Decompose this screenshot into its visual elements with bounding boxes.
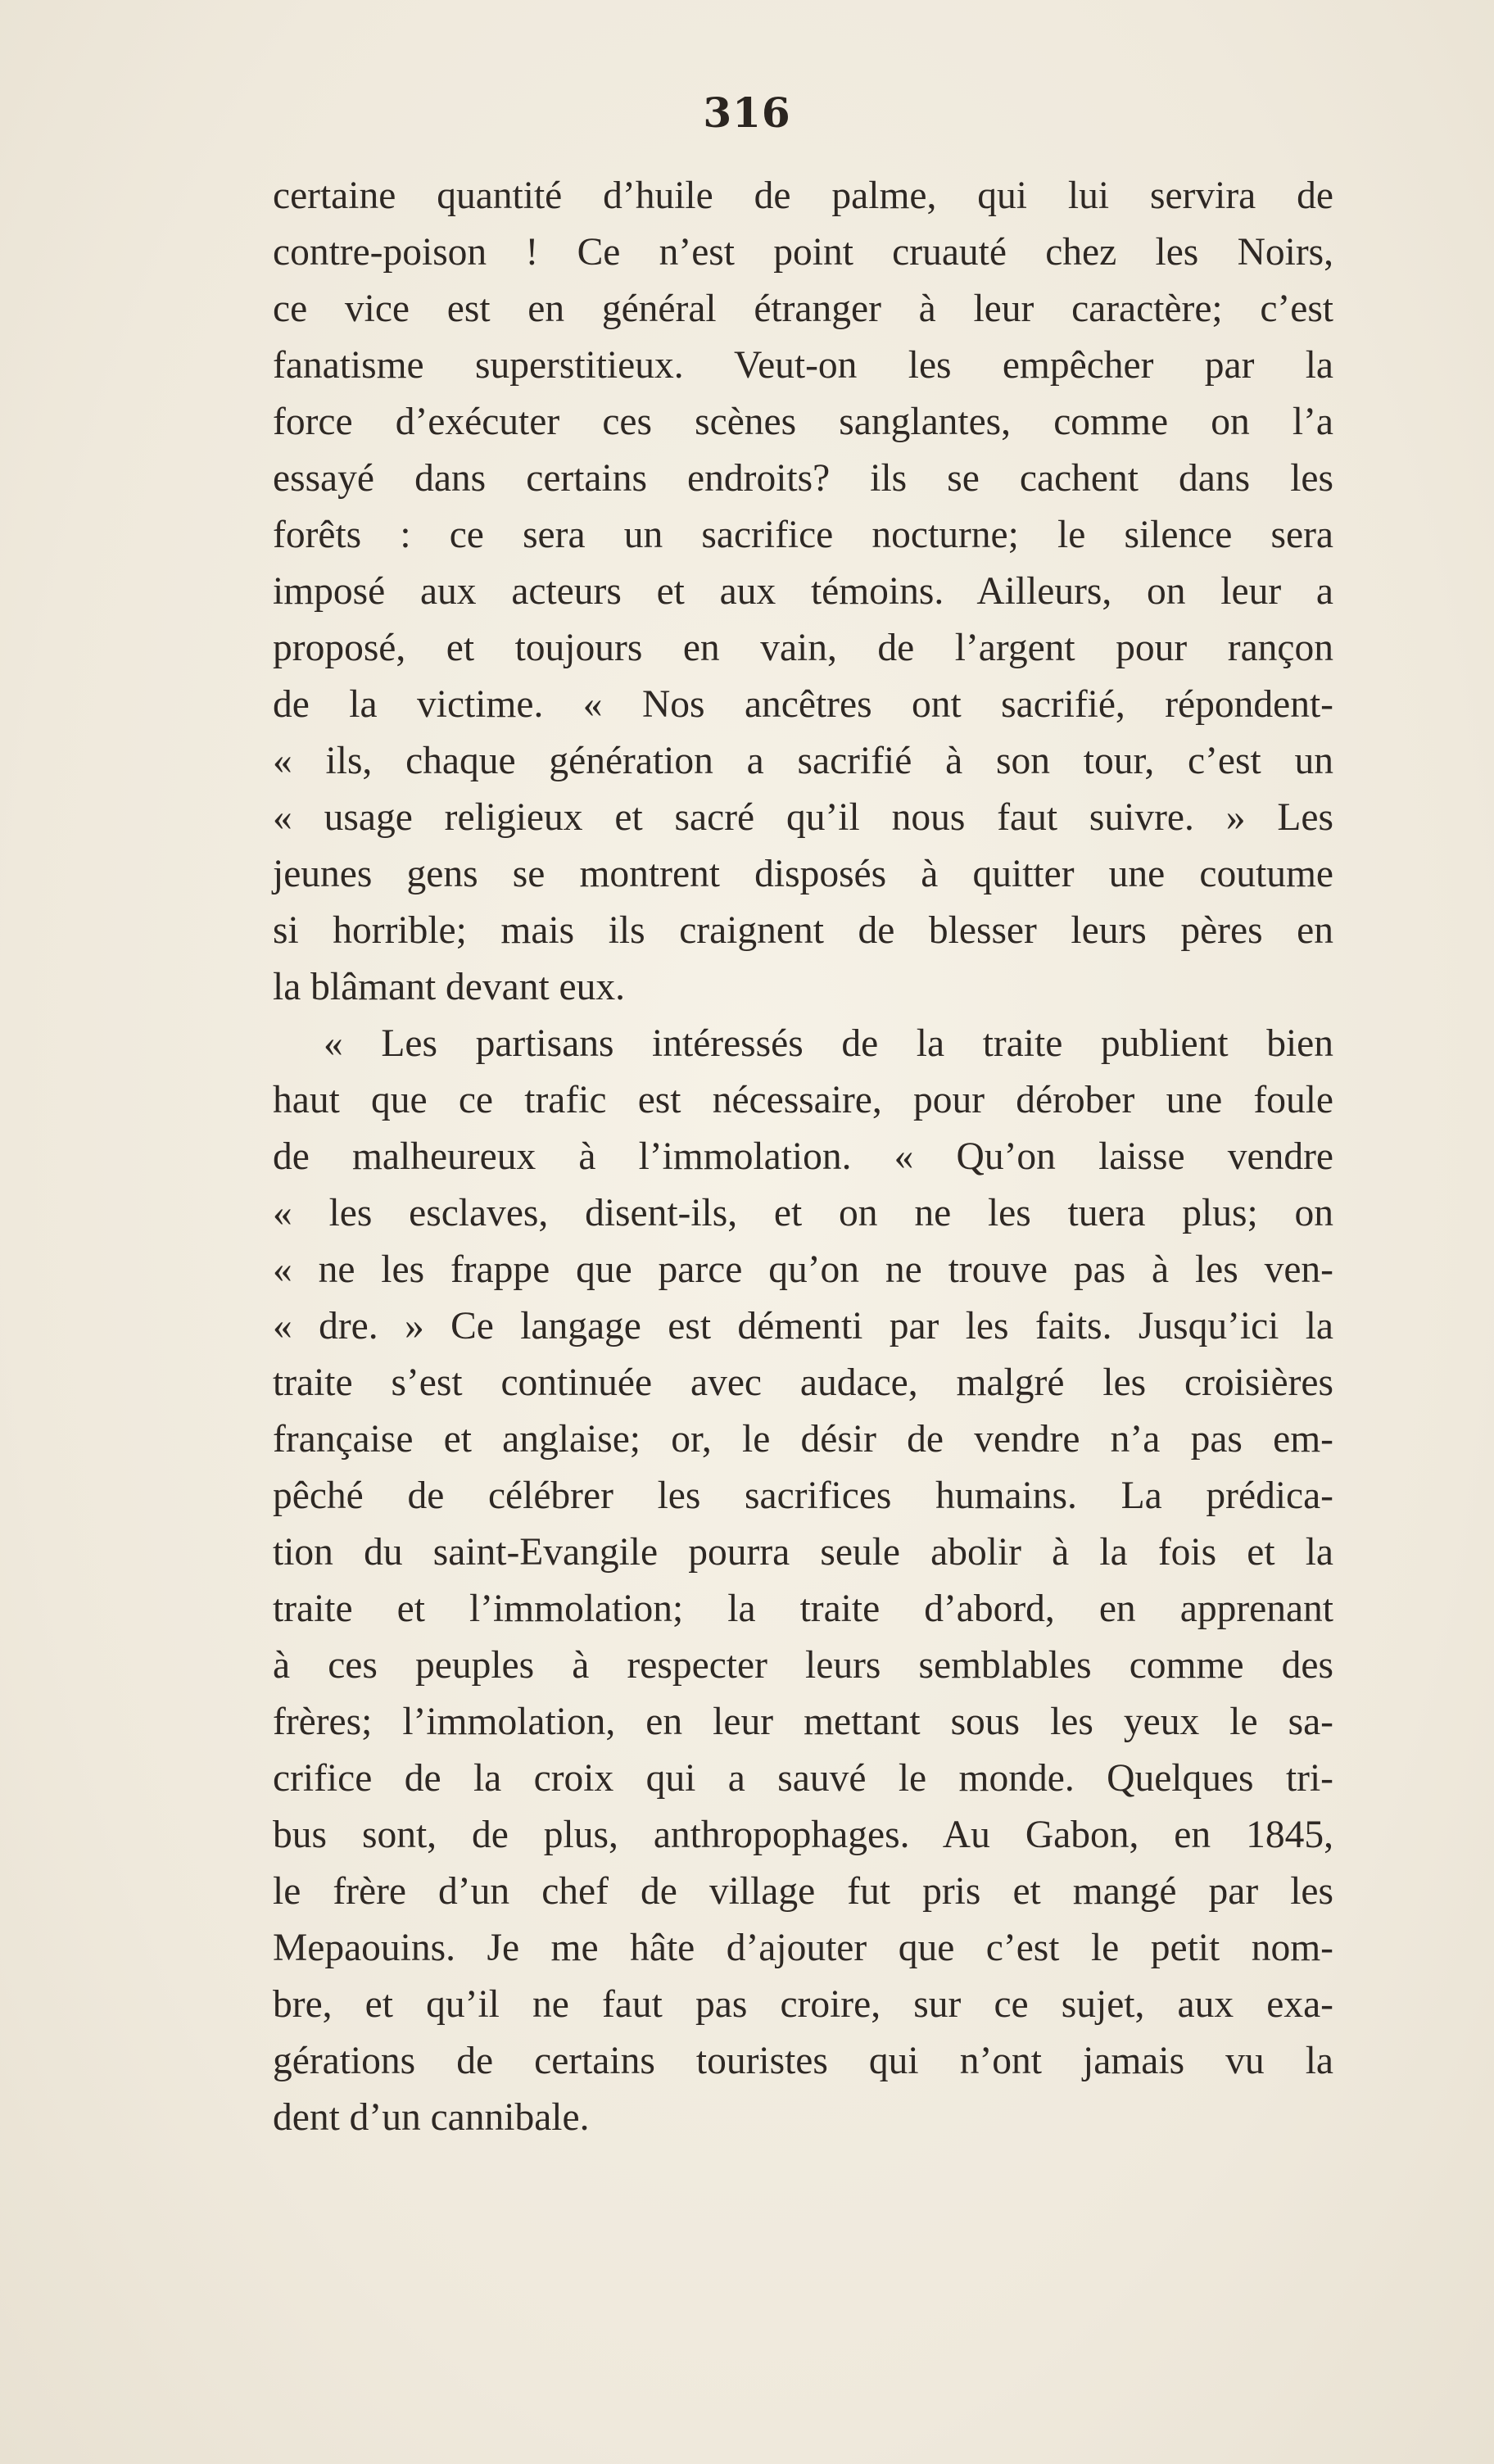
text-line: à ces peuples à respecter leurs semblables comme des <box>273 1644 1333 1687</box>
text-line: contre-poison ! Ce n’est point cruauté chez les Noirs, <box>273 231 1333 274</box>
text-line: Mepaouins. Je me hâte d’ajouter que c’est le petit nom- <box>273 1927 1333 1969</box>
text-line: française et anglaise; or, le désir de vendre n’a pas em- <box>273 1418 1333 1461</box>
text-line: fanatisme superstitieux. Veut-on les empêcher par la <box>273 344 1333 387</box>
text-line: imposé aux acteurs et aux témoins. Ailleurs, on leur a <box>273 570 1333 613</box>
text-line: traite et l’immolation; la traite d’abord, en apprenant <box>273 1588 1333 1630</box>
text-line: essayé dans certains endroits? ils se cachent dans les <box>273 457 1333 500</box>
text-line: gérations de certains touristes qui n’ont jamais vu la <box>273 2040 1333 2082</box>
text-line: bre, et qu’il ne faut pas croire, sur ce sujet, aux exa- <box>273 1983 1333 2026</box>
text-line: bus sont, de plus, anthropophages. Au Gabon, en 1845, <box>273 1814 1333 1856</box>
text-line: pêché de célébrer les sacrifices humains. La prédica- <box>273 1474 1333 1517</box>
text-line: « Les partisans intéressés de la traite publient bien <box>324 1022 1333 1065</box>
text-line: de la victime. « Nos ancêtres ont sacrifié, répondent- <box>273 683 1333 726</box>
text-line: si horrible; mais ils craignent de blesser leurs pères en <box>273 909 1333 952</box>
text-line: « usage religieux et sacré qu’il nous faut suivre. » Les <box>273 796 1333 839</box>
text-line: certaine quantité d’huile de palme, qui lui servira de <box>273 174 1333 217</box>
text-line: de malheureux à l’immolation. « Qu’on laisse vendre <box>273 1135 1333 1178</box>
text-line: la blâmant devant eux. <box>273 966 625 1008</box>
text-line: force d’exécuter ces scènes sanglantes, comme on l’a <box>273 401 1333 443</box>
body-text <box>273 168 1333 2146</box>
text-line: dent d’un cannibale. <box>273 2096 590 2139</box>
text-line: proposé, et toujours en vain, de l’argent pour rançon <box>273 627 1333 669</box>
text-line: tion du saint-Evangile pourra seule abolir à la fois et la <box>273 1531 1333 1574</box>
text-line: frères; l’immolation, en leur mettant sous les yeux le sa- <box>273 1701 1333 1743</box>
text-line: « ils, chaque génération a sacrifié à son tour, c’est un <box>273 740 1333 782</box>
text-line: « les esclaves, disent-ils, et on ne les tuera plus; on <box>273 1192 1333 1234</box>
text-line: « ne les frappe que parce qu’on ne trouve pas à les ven- <box>273 1248 1333 1291</box>
text-line: haut que ce trafic est nécessaire, pour dérober une foule <box>273 1079 1333 1121</box>
page-number: 316 <box>703 88 791 137</box>
text-line: jeunes gens se montrent disposés à quitter une coutume <box>273 853 1333 895</box>
text-line: ce vice est en général étranger à leur caractère; c’est <box>273 288 1333 330</box>
text-line: traite s’est continuée avec audace, malgré les croisières <box>273 1361 1333 1404</box>
text-line: « dre. » Ce langage est démenti par les faits. Jusqu’ici la <box>273 1305 1333 1348</box>
text-line: forêts : ce sera un sacrifice nocturne; le silence sera <box>273 514 1333 556</box>
text-line: crifice de la croix qui a sauvé le monde. Quelques tri- <box>273 1757 1333 1800</box>
text-line: le frère d’un chef de village fut pris et mangé par les <box>273 1870 1333 1913</box>
